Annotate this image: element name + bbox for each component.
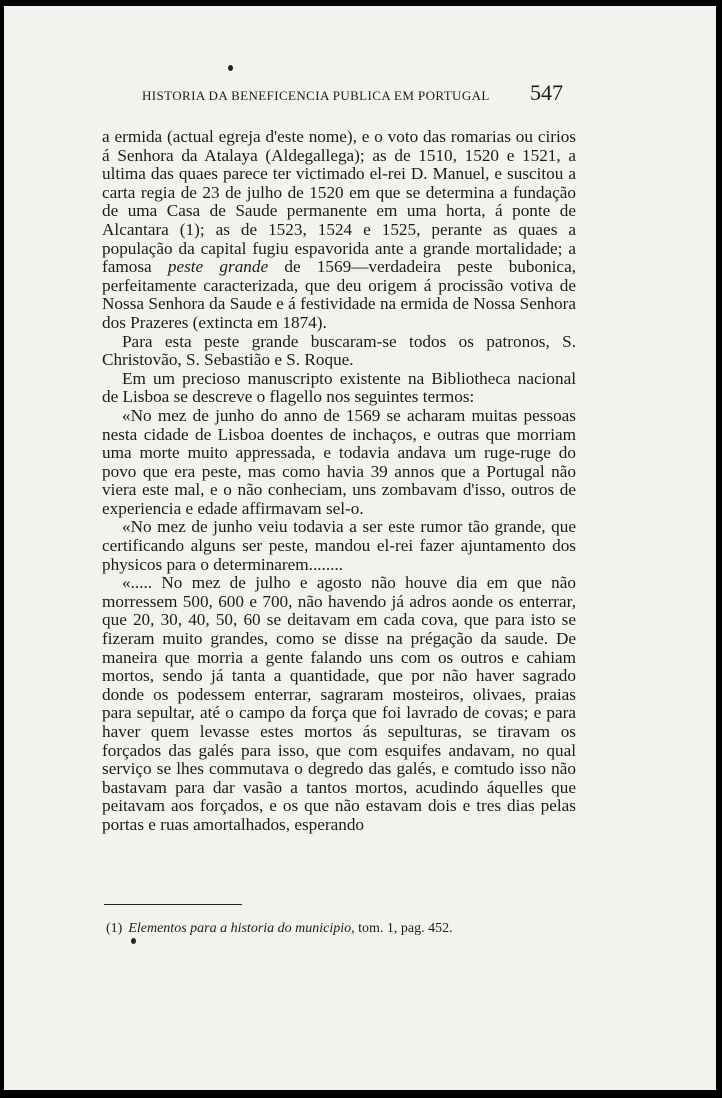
running-title: HISTORIA DA BENEFICENCIA PUBLICA EM PORTUGAL [142,88,490,103]
book-page [4,6,716,1090]
quote-paragraph-1: «No mez de junho do anno de 1569 se acharam muitas pessoas nesta cidade de Lisboa doentes de inchaços, e outras que morriam uma morte muito appressada, e todavia andava um ruge-ruge do povo que era peste, mas como havia 39 annos que a Portugal não viera este mal, e o não conheciam, uns zombavam d'isso, outros de experiencia e edade affirmavam sel-o. [102,405,576,518]
italic-peste-grande: peste grande [167,257,269,277]
paragraph-1: a ermida (actual egreja d'este nome), e o voto das romarias ou cirios á Senhora da Atalaya (Aldegallega); as de 1510, 1520 e 1521, a ultima das quaes parece ter victimado el-rei D. Manuel, e suscitou a carta regia de 23 de julho de 1520 em que se determina a fundação de uma Casa de Saude permanente em uma horta, á ponte de Alcantara (1); as de 1523, 1524 e 1525, perante as quaes a população da capital fugiu espavorida ante a grande mortalidade; a famosa peste grande de 1569—verdadeira peste bubonica, perfeitamente caracterizada, que deu origem á procissão votiva de Nossa Senhora da Saude e á festividade na ermida de Nossa Senhora dos Prazeres (extincta em 1874). [102,127,576,332]
paragraph-3: Em um precioso manuscripto existente na Bibliotheca nacional de Lisboa se descreve o flagello nos seguintes termos: [102,368,576,407]
footnote-separator [104,904,242,905]
body-text [102,128,576,835]
quote-paragraph-2: «No mez de junho veiu todavia a ser este rumor tão grande, que certificando alguns ser peste, mandou el-rei fazer ajuntamento dos physicos para o determinarem........ [102,517,576,574]
page-header [4,80,716,116]
paragraph-2: Para esta peste grande buscaram-se todos os patronos, S. Christovão, S. Sebastião e S. Roque. [102,331,576,370]
page-number: 547 [530,80,563,105]
ink-speck-top [228,65,233,71]
footnote [106,920,576,938]
footnote-title: Elementos para a historia do municipio, [128,921,355,936]
quote-paragraph-3: «..... No mez de julho e agosto não houve dia em que não morressem 500, 600 e 700, não havendo já adros aonde os enterrar, que 20, 30, 40, 50, 60 se deitavam em cada cova, que para isto se fizeram muito grandes, como se disse na prégação da saude. De maneira que morria a gente falando uns com os outros e cahiam mortos, sendo já tanta a quantidade, que por não haver sagrado donde os podessem enterrar, sagraram mosteiros, olivaes, praias para sepultar, até o campo da força que foi lavrado de covas; e para haver quem levasse estes mortos ás sepulturas, se tiravam os forçados das galés para isso, que com esquifes andavam, no qual serviço se lhes commutava o degredo das galés, e comtudo isso não bastavam para dar vasão a tantos mortos, acudindo áquelles que peitavam aos forçados, e os que não estavam dois e tres dias pelas portas e ruas amortalhados, esperando [102,573,576,834]
ink-speck-bottom [131,938,136,944]
footnote-mark: (1) [106,921,123,936]
footnote-reference: tom. 1, pag. 452. [354,921,453,936]
